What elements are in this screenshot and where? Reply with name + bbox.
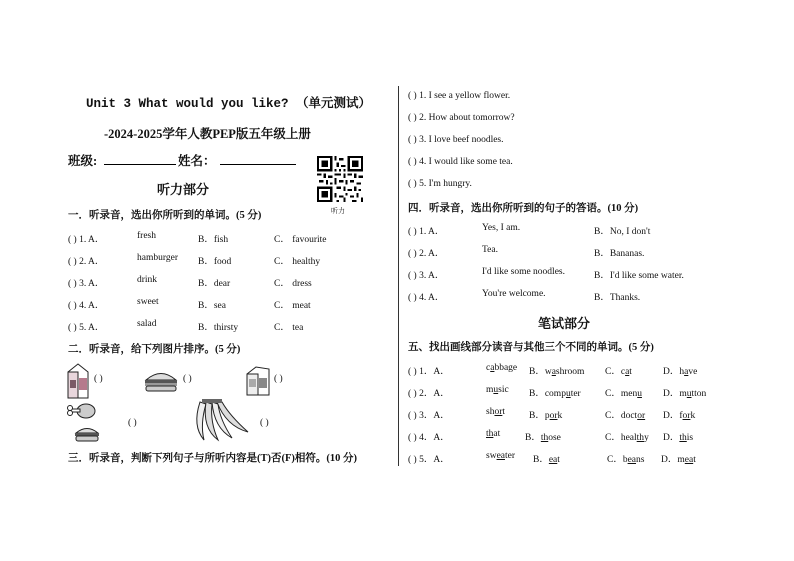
underlined-letters: or bbox=[682, 411, 691, 421]
underlined-letters: a bbox=[490, 363, 495, 373]
underlined-letters: th bbox=[679, 433, 687, 443]
name-label: 姓名： bbox=[178, 154, 216, 168]
section-2-title: 二．听录音，给下列图片排序。(5 分) bbox=[68, 344, 241, 355]
underlined-letters: ea bbox=[684, 455, 694, 465]
s5-q4-option-a: that bbox=[486, 429, 501, 439]
bananas-icon bbox=[190, 398, 252, 444]
s3-q3: ( ) 3. I love beef noodles. bbox=[408, 135, 504, 145]
s1-q5-option-a: salad bbox=[137, 319, 157, 329]
s5-q5-option-a: sweater bbox=[486, 451, 516, 461]
underlined-letters: u bbox=[565, 389, 571, 399]
s5-q1-option-a: cabbage bbox=[486, 363, 518, 373]
s1-q3-option-a: drink bbox=[137, 275, 158, 285]
s1-q3-option-b: B．dear bbox=[198, 279, 231, 289]
underlined-letters: th bbox=[540, 433, 549, 443]
underlined-letters: or bbox=[494, 407, 503, 417]
s4-q1-option-b: B．No, I don't bbox=[594, 227, 651, 237]
s2-blank-1: ( ) bbox=[94, 374, 103, 384]
underlined-letters: or bbox=[637, 411, 646, 421]
s4-q4-number: ( ) 4. A． bbox=[408, 293, 445, 303]
section-5-title: 五、找出画线部分读音与其他三个不同的单词。(5 分) bbox=[408, 342, 654, 353]
section-4-title: 四．听录音，选出你所听到的句子的答语。(10 分) bbox=[408, 203, 639, 214]
s1-q3-option-c: C． dress bbox=[274, 279, 312, 289]
s1-q1-option-a: fresh bbox=[137, 231, 156, 241]
underlined-letters: th bbox=[486, 429, 494, 439]
juice-box-icon bbox=[244, 364, 272, 398]
s1-q5-option-c: C． tea bbox=[274, 323, 304, 333]
s3-q4: ( ) 4. I would like some tea. bbox=[408, 157, 513, 167]
s1-q4-option-b: B．sea bbox=[198, 301, 226, 311]
hamburger-icon bbox=[143, 369, 179, 393]
s5-q3-option-a: short bbox=[486, 407, 506, 417]
column-divider bbox=[398, 86, 399, 466]
s1-q3-number: ( ) 3. A． bbox=[68, 279, 105, 289]
s1-q1-option-b: B．fish bbox=[198, 235, 229, 245]
s5-q4-option-b: B．those bbox=[525, 433, 561, 443]
underlined-letters: ea bbox=[496, 451, 505, 461]
s1-q4-option-c: C． meat bbox=[274, 301, 311, 311]
s5-q2-option-d: D．mutton bbox=[663, 389, 707, 399]
s5-q3-number: ( ) 3．A． bbox=[408, 411, 450, 421]
underlined-letters: u bbox=[686, 389, 692, 399]
document-subtitle: -2024-2025学年人教PEP版五年级上册 bbox=[104, 127, 311, 141]
writing-heading: 笔试部分 bbox=[538, 316, 591, 331]
s5-q5-option-b: B．eat bbox=[533, 455, 560, 465]
s4-q3-number: ( ) 3. A． bbox=[408, 271, 445, 281]
underlined-letters: th bbox=[636, 433, 645, 443]
s5-q3-option-c: C．doctor bbox=[605, 411, 646, 421]
s4-q3-option-b: B．I'd like some water. bbox=[594, 271, 684, 281]
document-title: Unit 3 What would you like? （单元测试） bbox=[86, 97, 372, 111]
name-blank-line bbox=[220, 164, 296, 165]
small-burger-icon bbox=[74, 425, 100, 443]
section-3-title: 三．听录音，判断下列句子与所听内容是(T)否(F)相符。(10 分) bbox=[68, 453, 358, 464]
s5-q2-number: ( ) 2．A． bbox=[408, 389, 450, 399]
s1-q2-number: ( ) 2. A． bbox=[68, 257, 105, 267]
s5-q1-option-d: D．have bbox=[663, 367, 698, 377]
s5-q1-number: ( ) 1．A． bbox=[408, 367, 450, 377]
underlined-letters: a bbox=[551, 367, 556, 377]
s2-blank-5: ( ) bbox=[260, 418, 269, 428]
section-1-title: 一．听录音，选出你所听到的单词。(5 分) bbox=[68, 210, 262, 221]
s3-q1: ( ) 1. I see a yellow flower. bbox=[408, 91, 511, 101]
s4-q1-option-a: Yes, I am. bbox=[482, 223, 521, 233]
class-label: 班级: bbox=[68, 154, 98, 168]
s4-q2-number: ( ) 2. A． bbox=[408, 249, 445, 259]
s4-q1-number: ( ) 1. A． bbox=[408, 227, 445, 237]
listening-heading: 听力部分 bbox=[157, 182, 210, 197]
s2-blank-3: ( ) bbox=[274, 374, 283, 384]
s4-q3-option-a: I'd like some noodles. bbox=[482, 267, 565, 277]
underlined-letters: a bbox=[684, 367, 689, 377]
s1-q4-number: ( ) 4. A． bbox=[68, 301, 105, 311]
s5-q1-option-c: C．cat bbox=[605, 367, 632, 377]
s1-q1-number: ( ) 1. A． bbox=[68, 235, 105, 245]
s5-q2-option-a: music bbox=[486, 385, 509, 395]
s5-q4-option-c: C．healthy bbox=[605, 433, 649, 443]
s3-q2: ( ) 2. How about tomorrow? bbox=[408, 113, 515, 123]
s1-q4-option-a: sweet bbox=[137, 297, 159, 307]
s1-q2-option-c: C． healthy bbox=[274, 257, 321, 267]
s1-q1-option-c: C． favourite bbox=[274, 235, 327, 245]
qr-caption: 听力 bbox=[331, 207, 345, 215]
s4-q4-option-b: B．Thanks. bbox=[594, 293, 641, 303]
s1-q5-option-b: B．thirsty bbox=[198, 323, 239, 333]
underlined-letters: or bbox=[549, 411, 558, 421]
qr-code-icon bbox=[317, 156, 363, 202]
s5-q5-option-c: C．beans bbox=[607, 455, 645, 465]
s5-q2-option-b: B．computer bbox=[529, 389, 581, 399]
underlined-letters: a bbox=[625, 367, 630, 377]
underlined-letters: u bbox=[493, 385, 499, 395]
s5-q3-option-d: D．fork bbox=[663, 411, 696, 421]
underlined-letters: u bbox=[637, 389, 642, 399]
s1-q5-number: ( ) 5. A． bbox=[68, 323, 105, 333]
s1-q2-option-a: hamburger bbox=[137, 253, 178, 263]
s3-q5: ( ) 5. I'm hungry. bbox=[408, 179, 472, 189]
milk-carton-icon bbox=[64, 362, 92, 400]
s4-q2-option-b: B．Bananas. bbox=[594, 249, 645, 259]
underlined-letters: ea bbox=[627, 455, 637, 465]
chicken-leg-icon bbox=[66, 401, 96, 421]
underlined-letters: ea bbox=[548, 455, 558, 465]
s4-q4-option-a: You're welcome. bbox=[482, 289, 546, 299]
s4-q2-option-a: Tea. bbox=[482, 245, 498, 255]
s5-q4-option-d: D．this bbox=[663, 433, 694, 443]
class-blank-line bbox=[104, 164, 176, 165]
s2-blank-4: ( ) bbox=[128, 418, 137, 428]
s5-q5-option-d: D．meat bbox=[661, 455, 696, 465]
s5-q3-option-b: B．pork bbox=[529, 411, 563, 421]
s5-q1-option-b: B．washroom bbox=[529, 367, 585, 377]
s2-blank-2: ( ) bbox=[183, 374, 192, 384]
s5-q5-number: ( ) 5．A． bbox=[408, 455, 450, 465]
s5-q2-option-c: C．menu bbox=[605, 389, 642, 399]
s5-q4-number: ( ) 4．A． bbox=[408, 433, 450, 443]
s1-q2-option-b: B．food bbox=[198, 257, 232, 267]
